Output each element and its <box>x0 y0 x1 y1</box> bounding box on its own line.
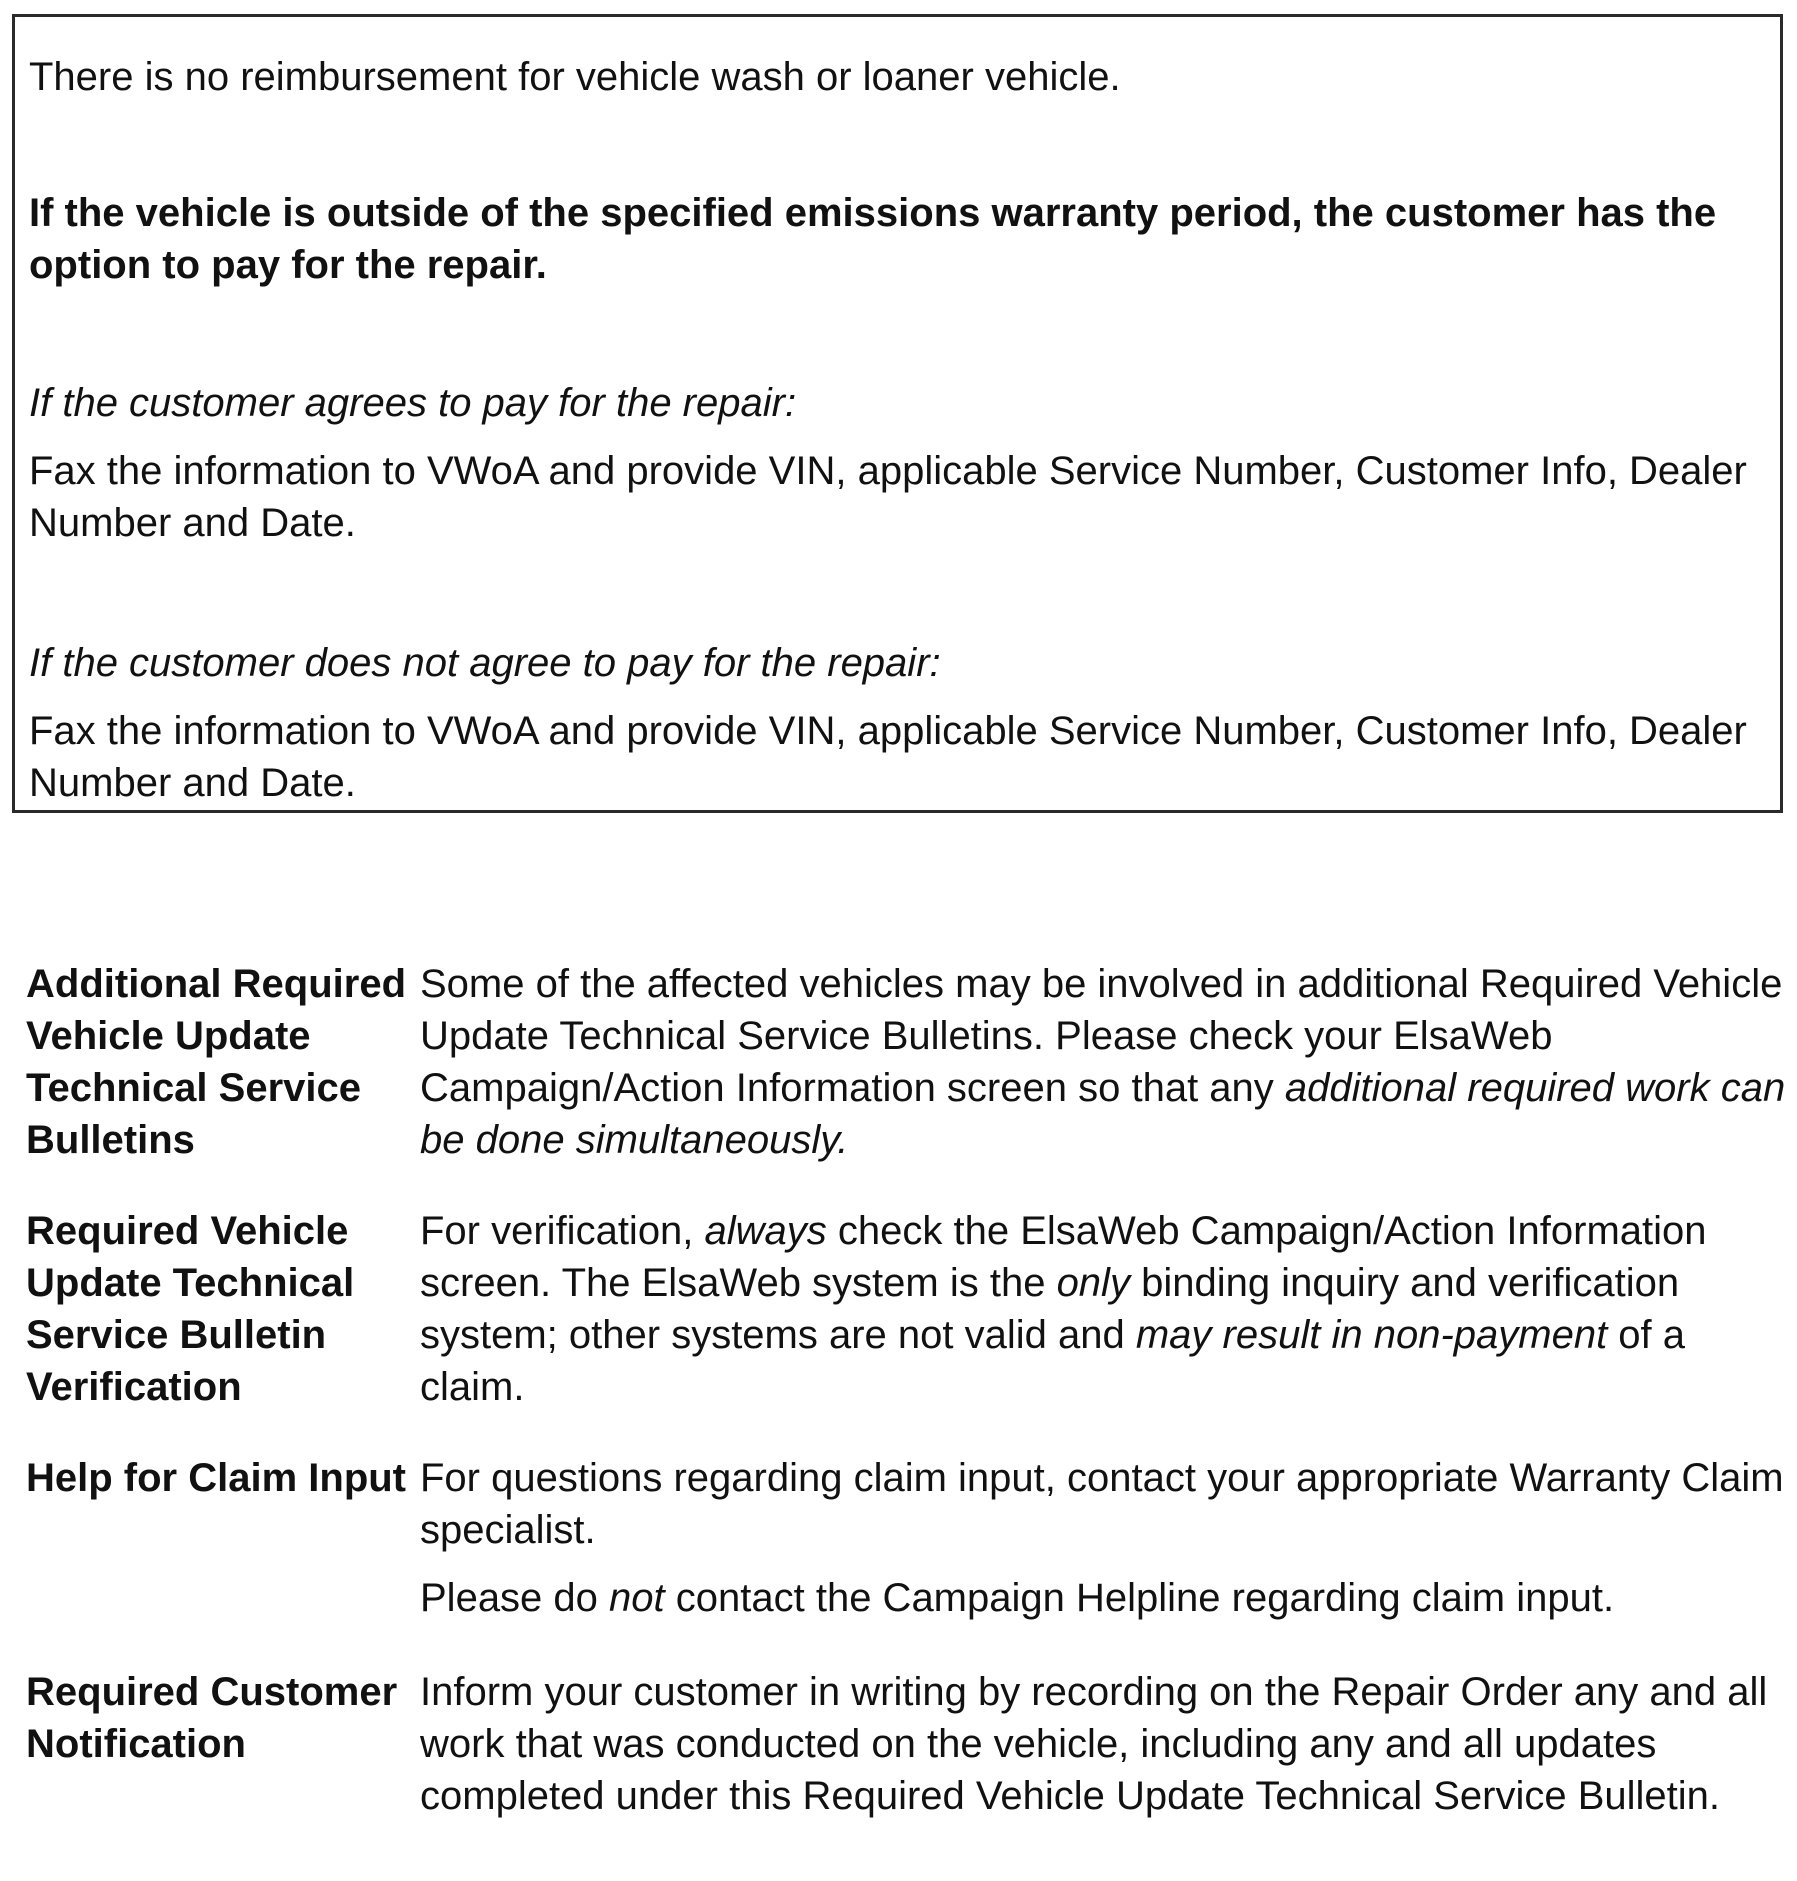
warranty-period-statement: If the vehicle is outside of the specified emissions warranty period, the customer has the option to pay for the repair. <box>29 191 1717 287</box>
section-paragraph: For verification, always check the ElsaWeb Campaign/Action Information screen. The ElsaWeb system is the only binding inquiry and verification system; other systems are not valid and may result in non-payment of a claim. <box>420 1209 1707 1409</box>
section-label: Additional Required Vehicle Update Technical Service Bulletins <box>26 962 406 1162</box>
agree-heading: If the customer agrees to pay for the repair: <box>29 381 797 425</box>
section-label: Help for Claim Input <box>26 1456 406 1500</box>
section-content <box>420 958 1790 1166</box>
section-content <box>420 1205 1790 1413</box>
disagree-heading: If the customer does not agree to pay for the repair: <box>29 641 941 685</box>
section-paragraph: Inform your customer in writing by recording on the Repair Order any and all work that was conducted on the vehicle, including any and all updates completed under this Required Vehicle Update Technical Service Bulletin. <box>420 1670 1768 1818</box>
notice-box <box>12 14 1783 813</box>
section-paragraph: Please do not contact the Campaign Helpline regarding claim input. <box>420 1576 1615 1620</box>
reimbursement-note: There is no reimbursement for vehicle wash or loaner vehicle. <box>29 55 1121 99</box>
disagree-instructions: Fax the information to VWoA and provide VIN, applicable Service Number, Customer Info, Dealer Number and Date. <box>29 709 1747 805</box>
section-label: Required Vehicle Update Technical Service Bulletin Verification <box>26 1209 355 1409</box>
section-label: Required Customer Notification <box>26 1670 398 1766</box>
section-paragraph: For questions regarding claim input, contact your appropriate Warranty Claim specialist. <box>420 1456 1784 1552</box>
section-paragraph: Some of the affected vehicles may be involved in additional Required Vehicle Update Technical Service Bulletins. Please check your ElsaWeb Campaign/Action Information screen so that any additional required work can be done simultaneously. <box>420 962 1786 1162</box>
agree-instructions: Fax the information to VWoA and provide VIN, applicable Service Number, Customer Info, Dealer Number and Date. <box>29 449 1747 545</box>
section-content <box>420 1452 1790 1624</box>
section-content <box>420 1666 1790 1822</box>
